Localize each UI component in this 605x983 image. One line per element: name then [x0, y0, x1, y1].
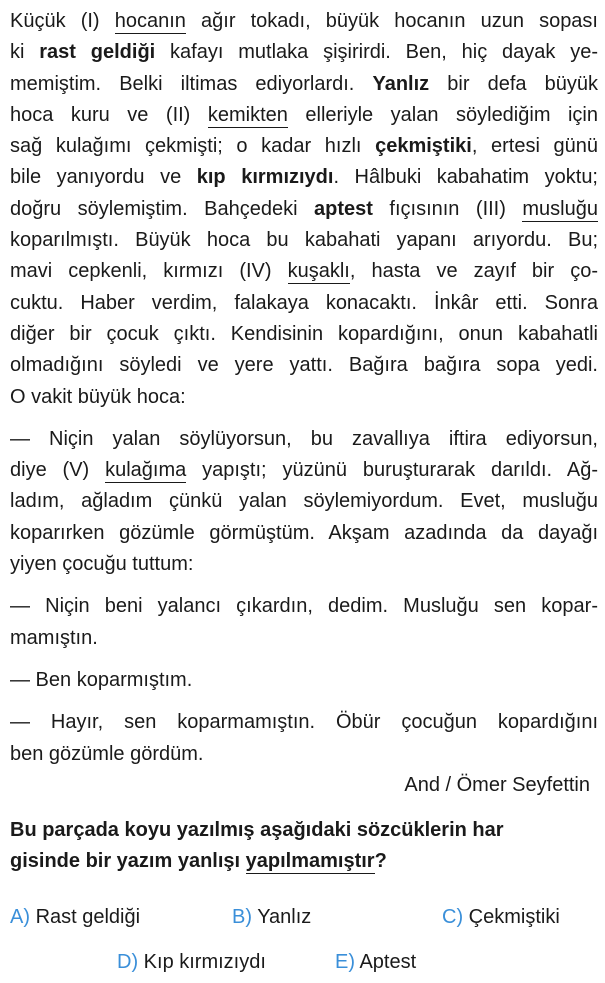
question-keyword: yapılmamıştır — [245, 850, 375, 873]
passage-line: O vakit büyük hoca: — [10, 385, 186, 408]
passage-line: ki rast geldiği kafayı mutlaka şişirirdi. Ben, hiç dayak ye- — [10, 41, 599, 64]
underlined-word: kemikten — [207, 103, 288, 126]
paragraph-4 — [10, 665, 598, 696]
passage-line: — Hayır, sen koparmamıştın. Öbür çocuğun kopardığını — [10, 711, 598, 734]
passage-line: yiyen çocuğu tuttum: — [10, 553, 194, 576]
passage-line: diğer bir çocuk çıktı. Kendisinin kopardığını, onun kabahatli — [10, 322, 598, 345]
option-b[interactable]: B) Yanlız — [232, 906, 312, 928]
passage-line: hoca kuru ve (II) kemikten elleriyle yalan söylediğim için — [10, 103, 598, 126]
passage-line: — Niçin yalan söylüyorsun, bu zavallıya iftira ediyorsun, — [10, 427, 598, 450]
underlined-word: kuşaklı — [287, 260, 350, 283]
passage-line: koparılmıştı. Büyük hoca bu kabahati yapanı arıyordu. Bu; — [10, 229, 598, 252]
option-c[interactable]: C) Çekmiştiki — [442, 906, 560, 928]
passage-line: Küçük (I) hocanın ağır tokadı, büyük hocanın uzun sopası — [10, 10, 598, 32]
passage-line: ladım, ağladım çünkü yalan söylemiyordum. Evet, musluğu — [10, 490, 598, 513]
passage-line: — Niçin beni yalancı çıkardın, dedim. Musluğu sen kopar- — [10, 595, 598, 618]
passage-line: sağ kulağımı çekmişti; o kadar hızlı çekmiştiki, ertesi günü — [10, 135, 598, 158]
reading-passage — [10, 6, 598, 878]
underlined-word: musluğu — [522, 197, 598, 220]
passage-line: diye (V) kulağıma yapıştı; yüzünü buruşturarak darıldı. Ağ- — [10, 459, 598, 482]
paragraph-1 — [10, 6, 598, 413]
paragraph-2 — [10, 424, 598, 580]
paragraph-5 — [10, 707, 598, 770]
author-credit: And / Ömer Seyfettin — [404, 773, 590, 796]
option-a[interactable]: A) Rast geldiği — [10, 906, 141, 928]
passage-line: mavi cepkenli, kırmızı (IV) kuşaklı, hasta ve zayıf bir ço- — [10, 260, 598, 283]
paragraph-3 — [10, 591, 598, 654]
question-line-2: gisinde bir yazım yanlışı yapılmamıştır? — [10, 850, 387, 873]
passage-line: memiştim. Belki iltimas ediyorlardı. Yanlız bir defa büyük — [10, 72, 598, 95]
option-d[interactable]: D) Kıp kırmızıydı — [117, 951, 266, 973]
passage-line: doğru söylemiştim. Bahçedeki aptest fıçısının (III) musluğu — [10, 197, 598, 220]
bold-word: Yanlız — [372, 72, 430, 95]
underlined-word: hocanın — [114, 10, 186, 32]
passage-line: ben gözümle gördüm. — [10, 742, 204, 765]
underlined-word: kulağıma — [105, 459, 187, 482]
option-e[interactable]: E) Aptest — [335, 951, 417, 973]
passage-line: olmadığını söyledi ve yere yattı. Bağıra bağıra sopa yedi. — [10, 354, 598, 377]
passage-line: koparırken gözümle görmüştüm. Akşam azadında da dayağı — [10, 521, 598, 544]
passage-line: cuktu. Haber verdim, falakaya konacaktı. İnkâr etti. Sonra — [10, 291, 598, 314]
bold-word: kıp kırmızıydı — [196, 166, 334, 189]
bold-word: rast geldiği — [39, 41, 156, 64]
bold-word: çekmiştiki — [375, 135, 472, 158]
passage-line: mamıştın. — [10, 626, 98, 649]
bold-word: aptest — [314, 197, 373, 220]
passage-line: bile yanıyordu ve kıp kırmızıydı. Hâlbuki kabahatim yoktu; — [10, 166, 598, 189]
question-stem — [10, 815, 598, 878]
passage-line: — Ben koparmıştım. — [10, 668, 193, 691]
question-line-1: Bu parçada koyu yazılmış aşağıdaki sözcüklerin har — [10, 819, 504, 842]
